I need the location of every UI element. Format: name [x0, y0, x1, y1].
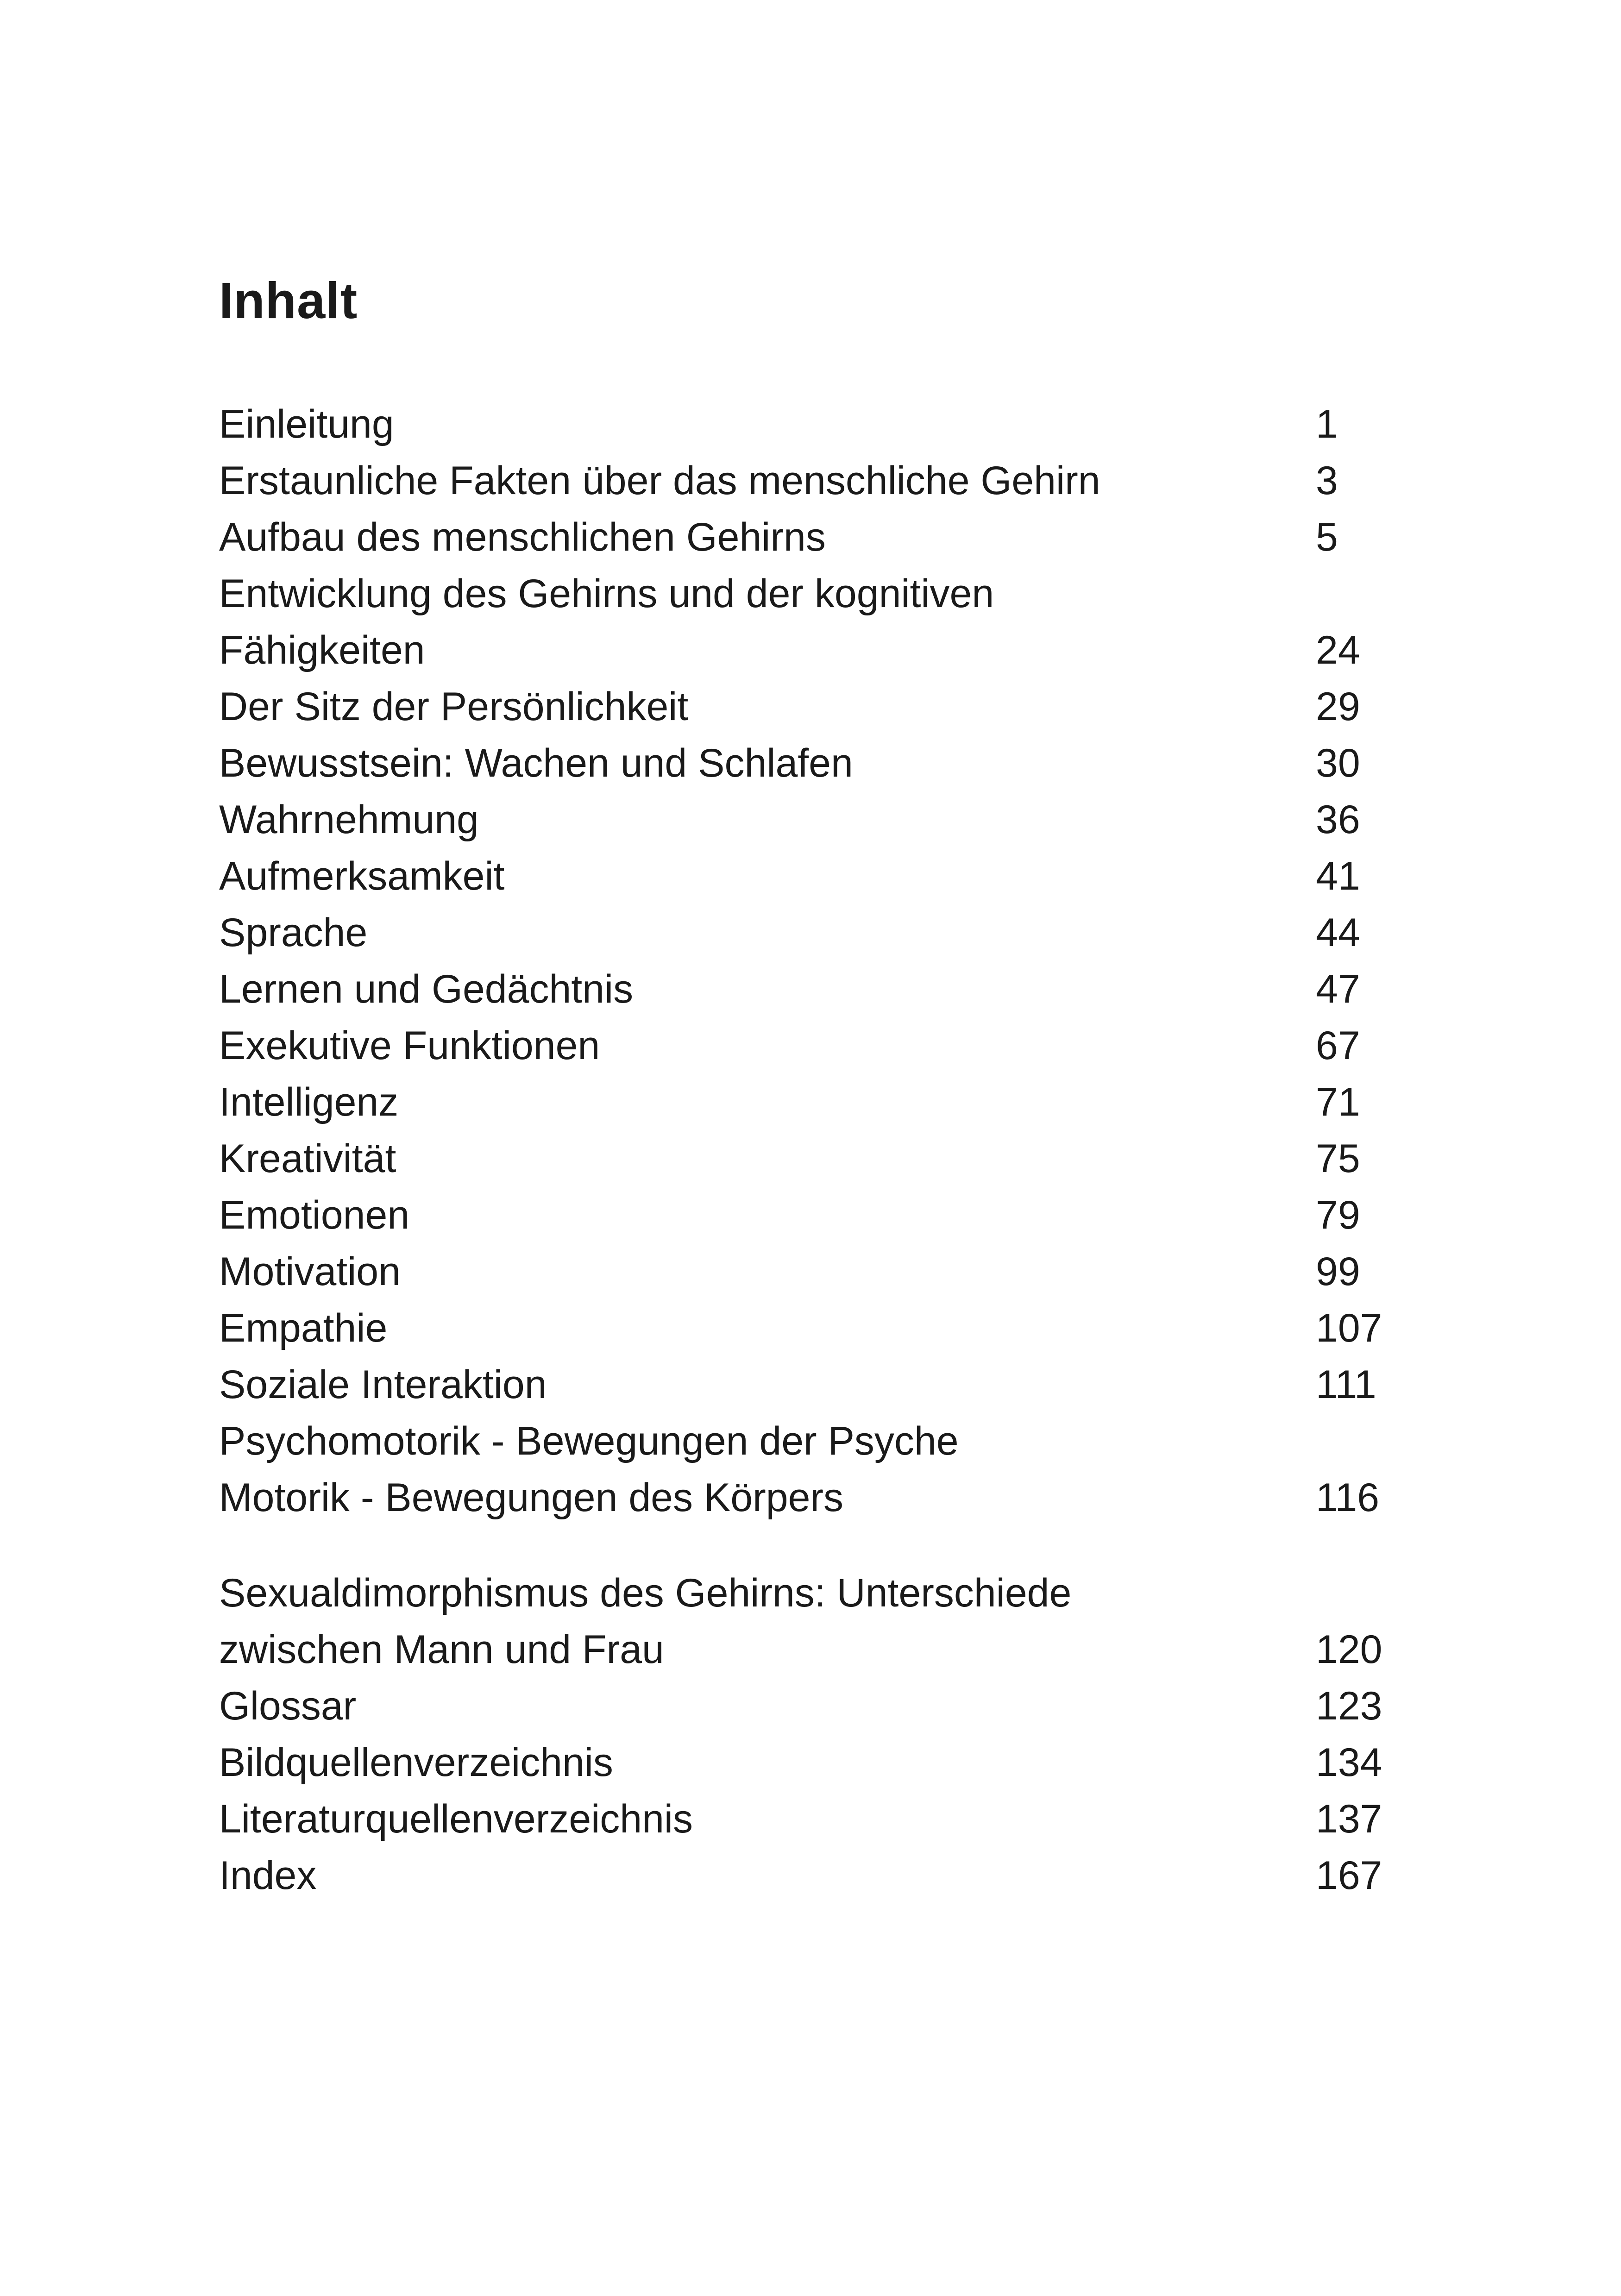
toc-entry-title: Einleitung — [219, 402, 394, 446]
toc-entry-page: 75 — [1316, 1136, 1360, 1181]
toc-entry-literaturquellenverzeichnis — [219, 1791, 1423, 1847]
toc-entry-title: Intelligenz — [219, 1080, 399, 1124]
toc-list — [219, 396, 1423, 1904]
toc-entry-erstaunliche-fakten — [219, 452, 1423, 509]
toc-entry-page: 116 — [1316, 1475, 1380, 1520]
toc-heading: Inhalt — [219, 272, 358, 329]
toc-entry-page: 5 — [1316, 515, 1338, 559]
toc-entry-title: Bildquellenverzeichnis — [219, 1740, 613, 1785]
toc-entry-page: 41 — [1316, 854, 1360, 898]
toc-entry-title: Index — [219, 1853, 317, 1898]
toc-entry-title: Glossar — [219, 1684, 357, 1728]
toc-entry-sexualdimorphismus — [219, 1565, 1423, 1621]
toc-entry-title: Lernen und Gedächtnis — [219, 967, 634, 1011]
toc-entry-motorik — [219, 1469, 1423, 1526]
toc-entry-page: 1 — [1316, 402, 1338, 446]
toc-entry-page: 44 — [1316, 910, 1360, 955]
toc-entry-title: Der Sitz der Persönlichkeit — [219, 684, 689, 729]
toc-entry-aufbau — [219, 509, 1423, 565]
toc-entry-title: Bewusstsein: Wachen und Schlafen — [219, 741, 853, 785]
toc-entry-title: Emotionen — [219, 1193, 410, 1237]
toc-entry-title: Motorik - Bewegungen des Körpers — [219, 1475, 844, 1520]
toc-entry-entwicklung — [219, 565, 1423, 622]
toc-entry-emotionen — [219, 1187, 1423, 1243]
toc-entry-title: Motivation — [219, 1249, 401, 1294]
toc-entry-page: 167 — [1316, 1853, 1382, 1898]
toc-entry-soziale-interaktion — [219, 1356, 1423, 1413]
toc-entry-title: Erstaunliche Fakten über das menschliche Gehirn — [219, 458, 1100, 503]
toc-entry-page: 79 — [1316, 1193, 1360, 1237]
toc-entry-index — [219, 1847, 1423, 1904]
toc-entry-title: Sexualdimorphismus des Gehirns: Unterschiede — [219, 1571, 1072, 1615]
toc-entry-motivation — [219, 1243, 1423, 1300]
toc-entry-title: Aufbau des menschlichen Gehirns — [219, 515, 826, 559]
toc-entry-page: 29 — [1316, 684, 1360, 729]
toc-entry-title: Empathie — [219, 1306, 388, 1350]
toc-entry-page: 107 — [1316, 1306, 1382, 1350]
toc-entry-glossar — [219, 1678, 1423, 1734]
toc-entry-page: 71 — [1316, 1080, 1360, 1124]
toc-entry-intelligenz — [219, 1074, 1423, 1130]
toc-entry-empathie — [219, 1300, 1423, 1356]
toc-entry-title: Kreativität — [219, 1136, 396, 1181]
toc-entry-page: 99 — [1316, 1249, 1360, 1294]
toc-entry-title: Fähigkeiten — [219, 628, 425, 672]
toc-entry-page: 137 — [1316, 1797, 1382, 1841]
toc-entry-title: Sprache — [219, 910, 368, 955]
toc-entry-page: 36 — [1316, 797, 1360, 842]
toc-entry-faehigkeiten — [219, 622, 1423, 678]
toc-entry-wahrnehmung — [219, 791, 1423, 848]
toc-entry-title: Soziale Interaktion — [219, 1362, 547, 1407]
toc-entry-page: 123 — [1316, 1684, 1382, 1728]
toc-entry-page: 111 — [1316, 1362, 1376, 1407]
toc-entry-page: 24 — [1316, 628, 1360, 672]
toc-entry-persoenlichkeit — [219, 678, 1423, 735]
toc-entry-title: Psychomotorik - Bewegungen der Psyche — [219, 1419, 959, 1463]
toc-entry-title: Wahrnehmung — [219, 797, 479, 842]
toc-entry-aufmerksamkeit — [219, 848, 1423, 904]
toc-entry-page: 3 — [1316, 458, 1338, 503]
toc-entry-title: Literaturquellenverzeichnis — [219, 1797, 693, 1841]
toc-entry-bildquellenverzeichnis — [219, 1734, 1423, 1791]
toc-entry-sprache — [219, 904, 1423, 961]
toc-entry-einleitung — [219, 396, 1423, 452]
toc-entry-title: zwischen Mann und Frau — [219, 1627, 664, 1672]
toc-entry-psychomotorik — [219, 1413, 1423, 1469]
toc-entry-page: 134 — [1316, 1740, 1382, 1785]
toc-entry-lernen — [219, 961, 1423, 1017]
toc-entry-page: 67 — [1316, 1023, 1360, 1068]
toc-entry-kreativitaet — [219, 1130, 1423, 1187]
toc-entry-page: 120 — [1316, 1627, 1382, 1672]
toc-entry-bewusstsein — [219, 735, 1423, 791]
toc-entry-mann-und-frau — [219, 1621, 1423, 1678]
toc-entry-exekutive-funktionen — [219, 1017, 1423, 1074]
toc-entry-title: Entwicklung des Gehirns und der kognitiven — [219, 571, 994, 616]
toc-entry-title: Exekutive Funktionen — [219, 1023, 600, 1068]
toc-entry-page: 47 — [1316, 967, 1360, 1011]
toc-entry-title: Aufmerksamkeit — [219, 854, 505, 898]
toc-entry-page: 30 — [1316, 741, 1360, 785]
